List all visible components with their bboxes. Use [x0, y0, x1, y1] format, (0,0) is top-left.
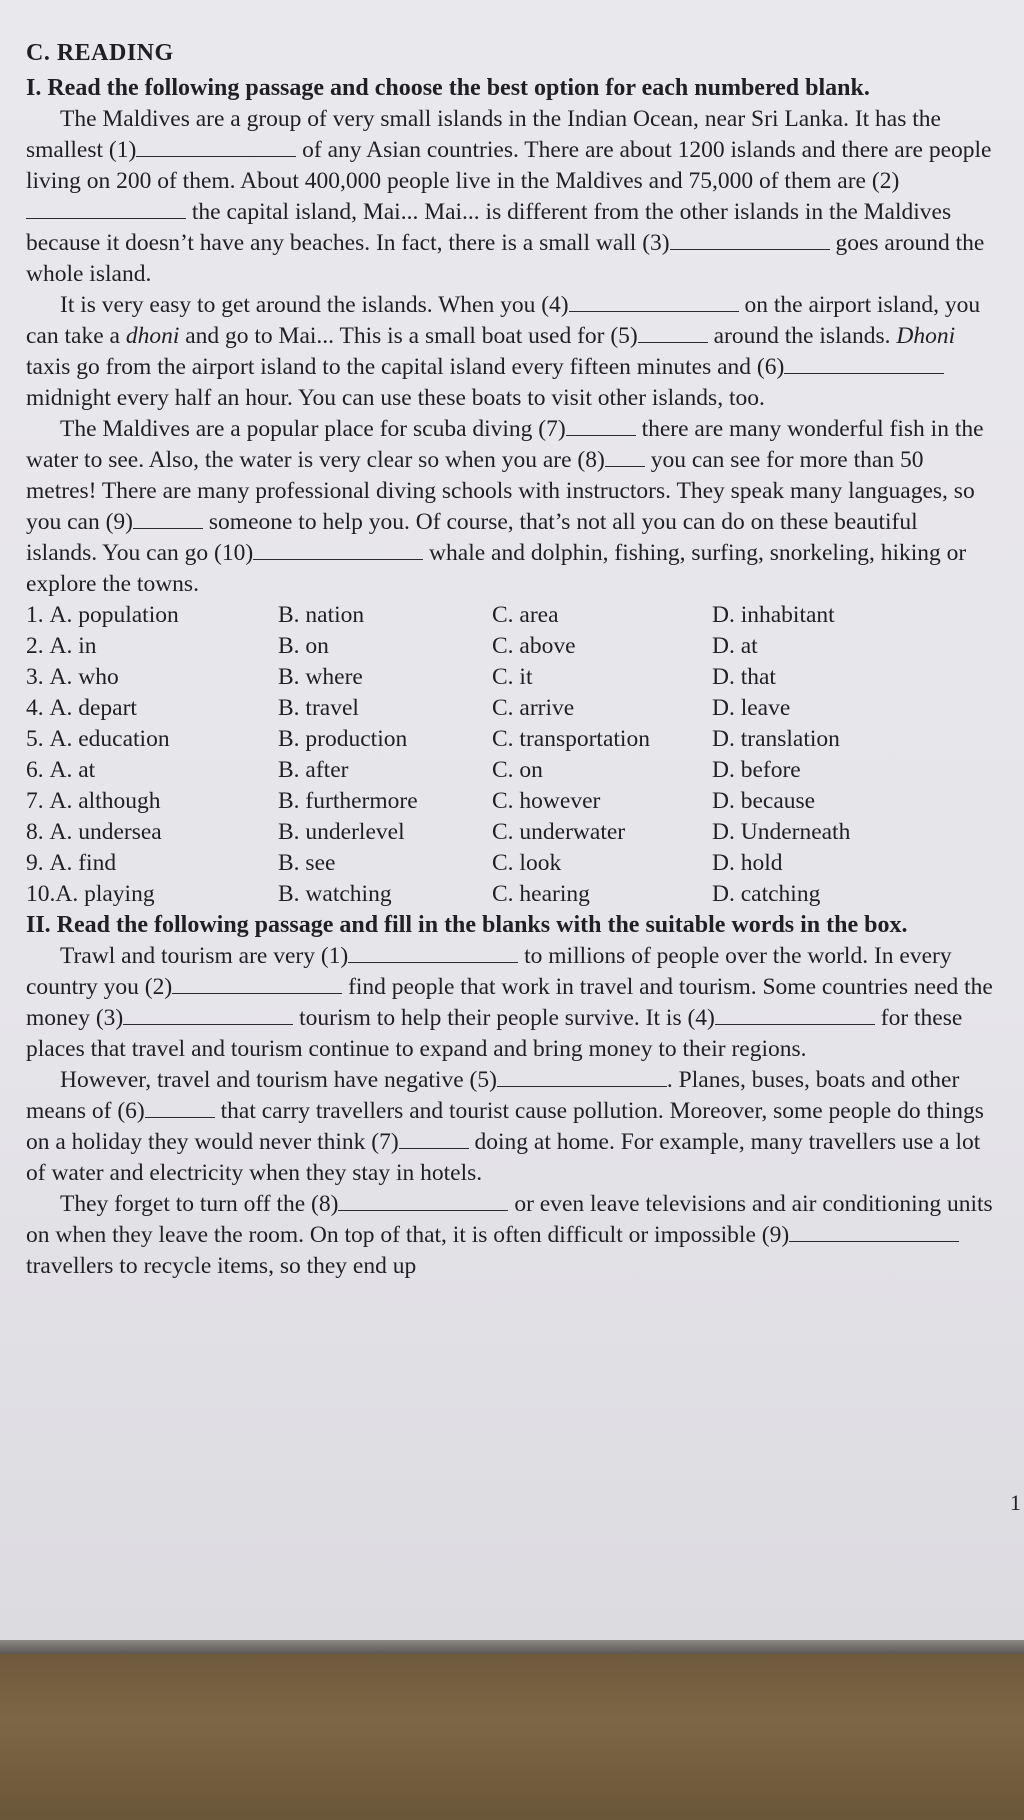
blank-7[interactable] — [399, 1128, 469, 1149]
blank-6[interactable] — [145, 1097, 215, 1118]
option-b[interactable]: B. underlevel — [278, 819, 405, 845]
blank-9[interactable] — [133, 508, 203, 529]
option-a[interactable]: A. who — [49, 664, 119, 690]
blank-2[interactable] — [26, 198, 186, 219]
option-a[interactable]: A. at — [49, 757, 96, 783]
blank-8[interactable] — [605, 446, 645, 467]
blank-3[interactable] — [670, 229, 830, 250]
part1-instruction: I. Read the following passage and choose the best option for each numbered blank. — [26, 75, 870, 101]
option-c[interactable]: C. transportation — [492, 726, 650, 752]
option-a[interactable]: A. although — [49, 788, 161, 814]
option-c[interactable]: C. area — [492, 602, 559, 628]
option-b[interactable]: B. production — [278, 726, 408, 752]
section-title: C. READING — [26, 40, 174, 66]
blank-9[interactable] — [789, 1221, 959, 1242]
option-row: 6. A. at B. after C. on D. before — [26, 755, 994, 786]
blank-1[interactable] — [136, 136, 296, 157]
option-a[interactable]: A. undersea — [49, 819, 162, 845]
option-a[interactable]: A. population — [49, 602, 179, 628]
blank-7[interactable] — [566, 415, 636, 436]
option-d[interactable]: D. Underneath — [712, 819, 851, 845]
option-row: 2. A. in B. on C. above D. at — [26, 631, 994, 662]
blank-4[interactable] — [715, 1004, 875, 1025]
option-b[interactable]: B. travel — [278, 695, 359, 721]
blank-5[interactable] — [497, 1066, 667, 1087]
option-b[interactable]: B. furthermore — [278, 788, 418, 814]
option-row: 8. A. undersea B. underlevel C. underwater D. Underneath — [26, 817, 994, 848]
option-c[interactable]: C. look — [492, 850, 562, 876]
option-c[interactable]: C. above — [492, 633, 576, 659]
option-d[interactable]: D. at — [712, 633, 758, 659]
option-a[interactable]: A. find — [49, 850, 117, 876]
option-a[interactable]: A. in — [49, 633, 97, 659]
option-c[interactable]: C. hearing — [492, 881, 590, 907]
blank-10[interactable] — [253, 539, 423, 560]
passage1-paragraph1: The Maldives are a group of very small islands in the Indian Ocean, near Sri Lanka. It has the smallest (1) of any Asian countries. There are about 1200 islands and there are people living on 200 of them. About 400,000 people live in the Maldives and 75,000 of them are (2) the capital island, Mai... Mai... is different from the other islands in the Maldives because it doesn’t have any beaches. In fact, there is a small wall (3) goes around the whole island. — [26, 106, 992, 287]
option-c[interactable]: C. arrive — [492, 695, 575, 721]
option-d[interactable]: D. catching — [712, 881, 821, 907]
blank-3[interactable] — [123, 1004, 293, 1025]
answer-options — [26, 600, 994, 910]
page-number: 1 — [1010, 1490, 1021, 1515]
option-d[interactable]: D. because — [712, 788, 816, 814]
option-b[interactable]: B. where — [278, 664, 363, 690]
table-surface — [0, 1654, 1024, 1820]
option-d[interactable]: D. before — [712, 757, 801, 783]
option-row: 3. A. who B. where C. it D. that — [26, 662, 994, 693]
option-b[interactable]: B. watching — [278, 881, 392, 907]
option-d[interactable]: D. that — [712, 664, 776, 690]
option-row: 1. A. population B. nation C. area D. inhabitant — [26, 600, 994, 631]
reading-section — [26, 38, 994, 1282]
blank-2[interactable] — [172, 973, 342, 994]
option-c[interactable]: C. it — [492, 664, 533, 690]
option-row: 10.A. playing B. watching C. hearing D. catching — [26, 879, 994, 910]
option-row: 5. A. education B. production C. transportation D. translation — [26, 724, 994, 755]
option-b[interactable]: B. on — [278, 633, 329, 659]
part2-instruction: II. Read the following passage and fill in the blanks with the suitable words in the box. — [26, 912, 908, 938]
option-c[interactable]: C. underwater — [492, 819, 626, 845]
page-edge-shadow — [0, 1640, 1024, 1654]
option-row: 7. A. although B. furthermore C. however D. because — [26, 786, 994, 817]
blank-4[interactable] — [569, 291, 739, 312]
option-b[interactable]: B. after — [278, 757, 349, 783]
option-c[interactable]: C. on — [492, 757, 543, 783]
option-a[interactable]: A. playing — [55, 881, 155, 907]
blank-5[interactable] — [638, 322, 708, 343]
passage2-paragraph1: Trawl and tourism are very (1) to millions of people over the world. In every country you (2) find people that work in travel and tourism. Some countries need the money (3) tourism to help their people survive. It is (4) for these places that travel and tourism continue to expand and bring money to their regions. — [26, 943, 993, 1062]
blank-8[interactable] — [338, 1190, 508, 1211]
blank-1[interactable] — [348, 942, 518, 963]
option-row: 9. A. find B. see C. look D. hold — [26, 848, 994, 879]
option-b[interactable]: B. see — [278, 850, 336, 876]
option-c[interactable]: C. however — [492, 788, 601, 814]
option-row: 4. A. depart B. travel C. arrive D. leave — [26, 693, 994, 724]
option-a[interactable]: A. depart — [49, 695, 137, 721]
option-a[interactable]: A. education — [49, 726, 170, 752]
option-d[interactable]: D. translation — [712, 726, 840, 752]
passage1-paragraph2: It is very easy to get around the islands. When you (4) on the airport island, you can take a dhoni and go to Mai... This is a small boat used for (5) around the islands. Dhoni taxis go from the airport island to the capital island every fifteen minutes and (6) midnight every half an hour. You can use these boats to visit other islands, too. — [26, 292, 981, 411]
option-d[interactable]: D. inhabitant — [712, 602, 835, 628]
option-b[interactable]: B. nation — [278, 602, 365, 628]
option-d[interactable]: D. hold — [712, 850, 783, 876]
passage2-paragraph3: They forget to turn off the (8) or even leave televisions and air conditioning units on when they leave the room. On top of that, it is often difficult or impossible (9) travellers to recycle items, so they end up — [26, 1191, 993, 1279]
passage1-paragraph3: The Maldives are a popular place for scuba diving (7) there are many wonderful fish in the water to see. Also, the water is very clear so when you are (8) you can see for more than 50 metres! There are many professional diving schools with instructors. They speak many languages, so you can (9) someone to help you. Of course, that’s not all you can do on these beautiful islands. You can go (10) whale and dolphin, fishing, surfing, snorkeling, hiking or explore the towns. — [26, 416, 984, 597]
option-d[interactable]: D. leave — [712, 695, 791, 721]
blank-6[interactable] — [784, 353, 944, 374]
passage2-paragraph2: However, travel and tourism have negative (5) . Planes, buses, boats and other means of (6) that carry travellers and tourist cause pollution. Moreover, some people do things on a holiday they would never think (7) doing at home. For example, many travellers use a lot of water and electricity when they stay in hotels. — [26, 1067, 984, 1186]
